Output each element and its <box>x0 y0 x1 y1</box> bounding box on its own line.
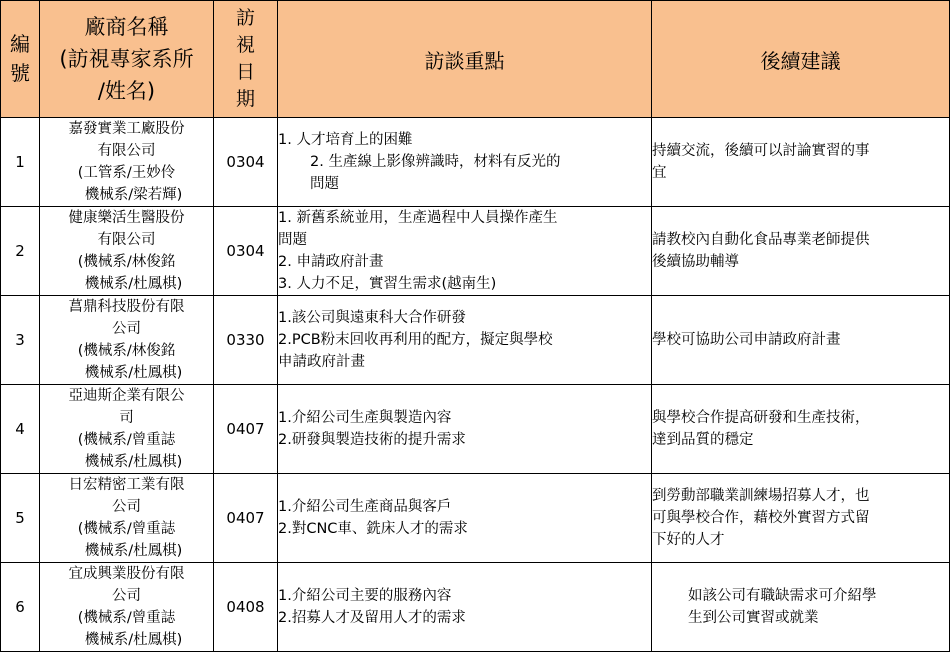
follow-line: 如該公司有職缺需求可介紹學 <box>688 588 877 604</box>
row-focus <box>278 474 652 563</box>
focus-line: 1. 人才培育上的困難 <box>278 132 413 148</box>
company-line: 機械系/梁若輝) <box>84 187 183 203</box>
focus-line: 1. 新舊系統並用，生產過程中人員操作產生 <box>278 210 558 226</box>
row-focus <box>278 118 652 207</box>
header-company-line: 廠商名稱 <box>84 15 169 39</box>
row-company <box>40 563 214 652</box>
company-line: 菖鼎科技股份有限 <box>68 299 185 315</box>
company-line: 亞迪斯企業有限公 <box>68 388 185 404</box>
header-no <box>1 1 40 118</box>
row-no: 5 <box>1 474 40 563</box>
follow-line: 與學校合作提高研發和生產技術， <box>652 410 870 426</box>
company-line: 機械系/杜鳳棋) <box>84 632 183 648</box>
header-no-line: 號 <box>10 61 30 85</box>
row-follow <box>652 207 950 296</box>
row-focus <box>278 385 652 474</box>
row-date: 0407 <box>214 385 278 474</box>
header-date <box>214 1 278 118</box>
company-line: 司 <box>119 410 134 426</box>
row-date: 0304 <box>214 118 278 207</box>
row-no: 2 <box>1 207 40 296</box>
header-date-line: 日 <box>235 61 255 83</box>
row-follow <box>652 296 950 385</box>
company-line: (機械系/林俊銘 <box>77 254 176 270</box>
follow-line: 可與學校合作，藉校外實習方式留 <box>652 510 870 526</box>
row-company <box>40 207 214 296</box>
follow-line: 後續協助輔導 <box>652 254 739 270</box>
header-row <box>1 1 950 118</box>
focus-line: 申請政府計畫 <box>278 354 365 370</box>
table-row <box>1 296 950 385</box>
focus-line: 2.研發與製造技術的提升需求 <box>278 432 466 448</box>
company-line: (機械系/曾重誌 <box>77 610 176 626</box>
header-company-line: /姓名) <box>97 79 156 103</box>
follow-line: 到勞動部職業訓練場招募人才，也 <box>652 488 870 504</box>
company-line: 機械系/杜鳳棋) <box>84 454 183 470</box>
company-line: (機械系/曾重誌 <box>77 521 176 537</box>
header-date-line: 訪 <box>235 7 255 29</box>
company-line: 有限公司 <box>97 232 156 248</box>
company-line: 公司 <box>112 321 141 337</box>
company-line: 有限公司 <box>97 143 156 159</box>
follow-line: 達到品質的穩定 <box>652 432 754 448</box>
header-no-line: 編 <box>10 32 30 56</box>
row-focus <box>278 563 652 652</box>
row-company <box>40 385 214 474</box>
row-no: 1 <box>1 118 40 207</box>
row-date: 0330 <box>214 296 278 385</box>
focus-line: 2.對CNC車、銑床人才的需求 <box>278 521 468 537</box>
focus-line: 2.招募人才及留用人才的需求 <box>278 610 466 626</box>
follow-line: 學校可協助公司申請政府計畫 <box>652 332 841 348</box>
row-date: 0408 <box>214 563 278 652</box>
row-no: 4 <box>1 385 40 474</box>
follow-line: 持續交流，後續可以討論實習的事 <box>652 143 870 159</box>
row-company <box>40 118 214 207</box>
header-company-line: (訪視專家系所 <box>59 47 194 71</box>
header-date-line: 視 <box>235 34 255 56</box>
header-company <box>40 1 214 118</box>
header-follow: 後續建議 <box>652 1 950 118</box>
row-no: 3 <box>1 296 40 385</box>
focus-line: 2.PCB粉末回收再利用的配方，擬定與學校 <box>278 332 553 348</box>
focus-line: 3. 人力不足，實習生需求(越南生) <box>278 276 497 292</box>
focus-line: 2. 生產線上影像辨識時，材料有反光的 <box>310 154 561 170</box>
company-line: 公司 <box>112 588 141 604</box>
company-line: 公司 <box>112 499 141 515</box>
focus-line: 1.介紹公司生產商品與客戶 <box>278 499 452 515</box>
row-follow <box>652 474 950 563</box>
row-follow <box>652 563 950 652</box>
focus-line: 問題 <box>310 176 339 192</box>
company-line: 日宏精密工業有限 <box>68 477 185 493</box>
table-row <box>1 385 950 474</box>
company-line: (機械系/曾重誌 <box>77 432 176 448</box>
focus-line: 1.該公司與遠東科大合作研發 <box>278 310 466 326</box>
company-line: 健康樂活生醫股份 <box>68 210 185 226</box>
company-line: 機械系/杜鳳棋) <box>84 365 183 381</box>
table-row <box>1 207 950 296</box>
header-date-line: 期 <box>235 88 255 110</box>
company-line: 宜成興業股份有限 <box>68 566 185 582</box>
focus-line: 問題 <box>278 232 307 248</box>
table-row <box>1 563 950 652</box>
focus-line: 1.介紹公司主要的服務內容 <box>278 588 452 604</box>
row-follow <box>652 118 950 207</box>
row-follow <box>652 385 950 474</box>
table-row <box>1 118 950 207</box>
row-focus <box>278 207 652 296</box>
company-line: 嘉發實業工廠股份 <box>68 121 185 137</box>
row-company <box>40 296 214 385</box>
follow-line: 下好的人才 <box>652 532 725 548</box>
header-focus: 訪談重點 <box>278 1 652 118</box>
follow-line: 請教校內自動化食品專業老師提供 <box>652 232 870 248</box>
company-line: (工管系/王妙伶 <box>77 165 176 181</box>
table-row <box>1 474 950 563</box>
row-date: 0407 <box>214 474 278 563</box>
company-line: (機械系/林俊銘 <box>77 343 176 359</box>
focus-line: 1.介紹公司生產與製造內容 <box>278 410 452 426</box>
row-focus <box>278 296 652 385</box>
company-line: 機械系/杜鳳棋) <box>84 276 183 292</box>
row-company <box>40 474 214 563</box>
row-date: 0304 <box>214 207 278 296</box>
company-line: 機械系/杜鳳棋) <box>84 543 183 559</box>
follow-line: 宜 <box>652 165 667 181</box>
focus-line: 2. 申請政府計畫 <box>278 254 384 270</box>
follow-line: 生到公司實習或就業 <box>688 610 819 626</box>
row-no: 6 <box>1 563 40 652</box>
